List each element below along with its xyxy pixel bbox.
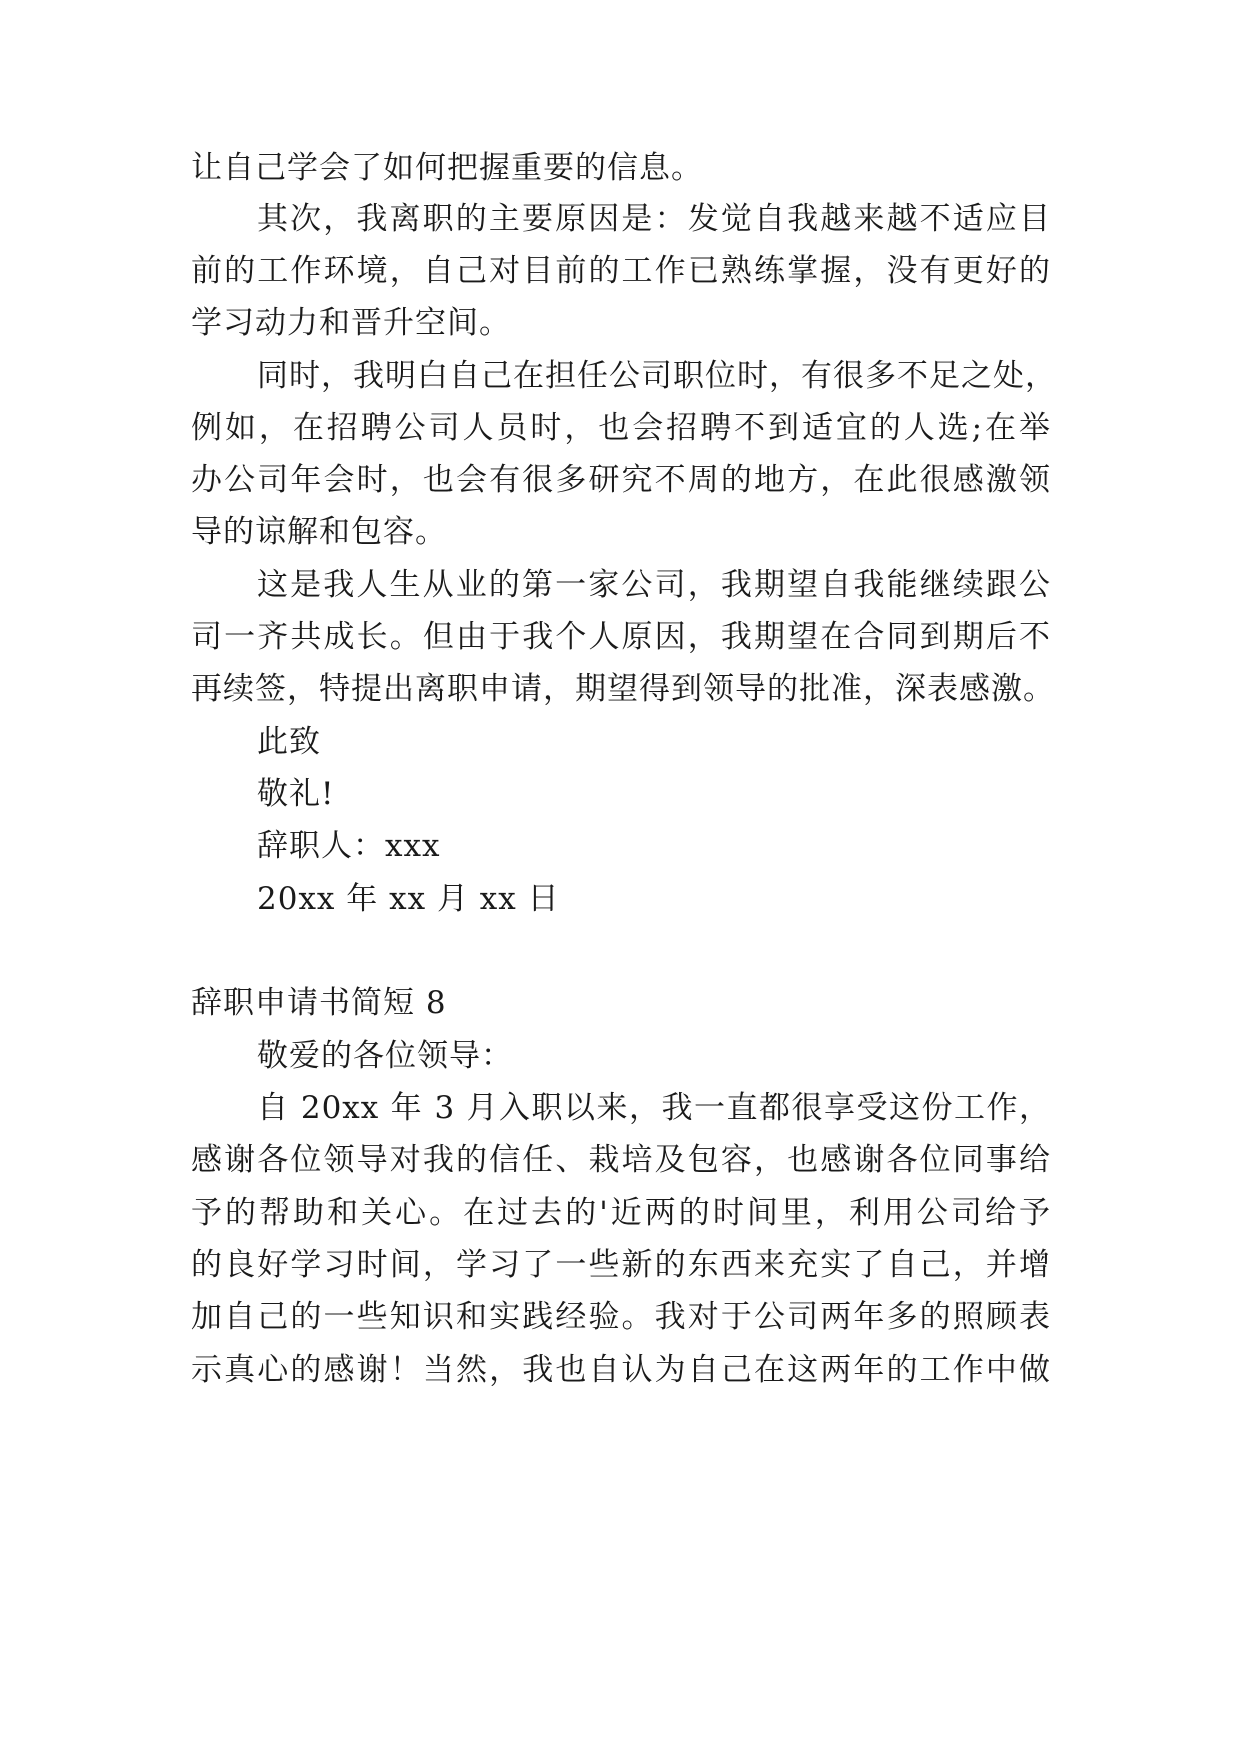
text-line: 司一齐共成长。但由于我个人原因，我期望在合同到期后不 [191, 619, 1051, 655]
text-line: 学习动力和晋升空间。 [191, 305, 511, 341]
text-line: 让自己学会了如何把握重要的信息。 [191, 150, 703, 186]
text-line: 自 20xx 年 3 月入职以来，我一直都很享受这份工作， [257, 1090, 1051, 1126]
text-line: 再续签，特提出离职申请，期望得到领导的批准，深表感激。 [191, 671, 1055, 707]
closing-line: 此致 [257, 724, 321, 760]
text-line: 加自己的一些知识和实践经验。我对于公司两年多的照顾表 [191, 1299, 1051, 1335]
text-line: 前的工作环境，自己对目前的工作已熟练掌握，没有更好的 [191, 253, 1051, 289]
text-line: 同时，我明白自己在担任公司职位时，有很多不足之处， [257, 358, 1057, 394]
text-line: 感谢各位领导对我的信任、栽培及包容，也感谢各位同事给 [191, 1142, 1051, 1178]
text-line: 其次，我离职的主要原因是：发觉自我越来越不适应目 [257, 201, 1051, 237]
text-line: 办公司年会时，也会有很多研究不周的地方，在此很感激领 [191, 462, 1051, 498]
text-line: 例如，在招聘公司人员时，也会招聘不到适宜的人选;在举 [191, 410, 1051, 446]
date-line: 20xx 年 xx 月 xx 日 [257, 881, 560, 917]
text-line: 示真心的感谢！当然，我也自认为自己在这两年的工作中做 [191, 1352, 1051, 1388]
text-line: 予的帮助和关心。在过去的'近两的时间里，利用公司给予 [191, 1195, 1051, 1231]
signature-line: 辞职人：xxx [257, 828, 441, 864]
closing-line: 敬礼! [257, 776, 335, 812]
salutation-line: 敬爱的各位领导： [257, 1038, 513, 1074]
section-heading: 辞职申请书简短 8 [191, 985, 447, 1021]
text-line: 导的谅解和包容。 [191, 514, 447, 550]
text-line: 的良好学习时间，学习了一些新的东西来充实了自己，并增 [191, 1247, 1051, 1283]
text-line: 这是我人生从业的第一家公司，我期望自我能继续跟公 [257, 567, 1051, 603]
